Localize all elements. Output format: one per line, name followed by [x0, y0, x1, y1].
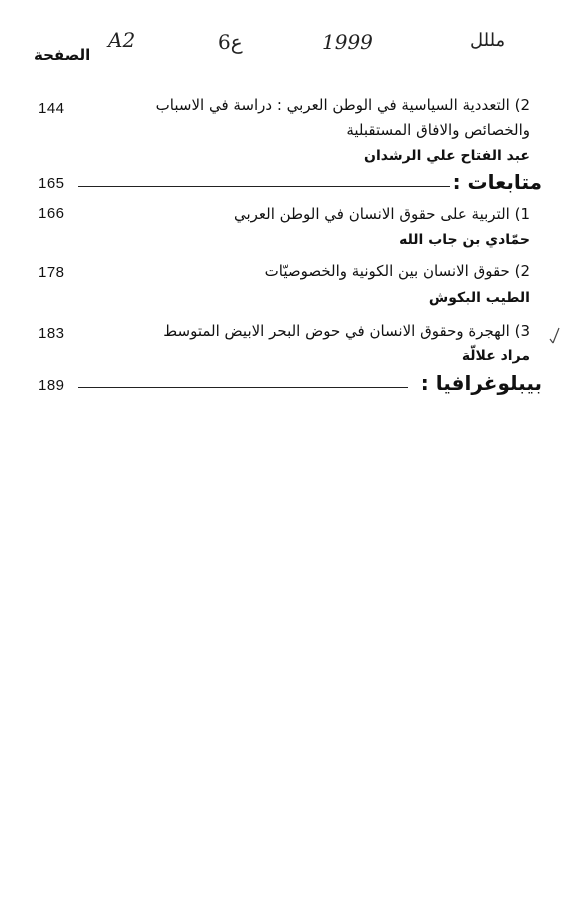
section-page-number: 189 [38, 377, 65, 394]
section-leader-line [78, 186, 450, 187]
page-column-label: الصفحة [34, 46, 91, 64]
handwritten-6-ain: 6ع [218, 30, 243, 54]
entry-author: حمّادي بن جاب الله [399, 232, 530, 248]
section-page-number: 165 [38, 175, 65, 192]
entry-page-number: 166 [38, 205, 65, 222]
entry-title-line: 3) الهجرة وحقوق الانسان في حوض البحر الابيض المتوسط [163, 322, 530, 340]
entry-page-number: 178 [38, 264, 65, 281]
entry-title-line: 2) التعددية السياسية في الوطن العربي : دراسة في الاسباب [155, 96, 530, 114]
margin-scratch-mark [548, 326, 562, 346]
entry-author: الطيب البكوش [428, 290, 530, 306]
section-leader-line [78, 387, 408, 388]
section-title-bibliography: بيبلوغرافيا : [420, 371, 542, 395]
entry-title-line: والخصائص والافاق المستقبلية [346, 121, 530, 139]
entry-page-number: 183 [38, 325, 65, 342]
entry-title-line: 2) حقوق الانسان بين الكونية والخصوصيّات [264, 262, 530, 280]
entry-page-number: 144 [38, 100, 65, 117]
entry-title-line: 1) التربية على حقوق الانسان في الوطن العربي [233, 205, 530, 223]
entry-author: مراد علالّة [461, 348, 530, 364]
section-title-mutabaat: متابعات : [452, 170, 542, 194]
handwritten-a2: A2 [108, 28, 136, 52]
handwritten-signature: ﻣﻠﻠﻞ [470, 30, 506, 51]
entry-author: عبد الفتاح علي الرشدان [364, 148, 530, 164]
handwritten-1999: 1999 [322, 30, 373, 54]
